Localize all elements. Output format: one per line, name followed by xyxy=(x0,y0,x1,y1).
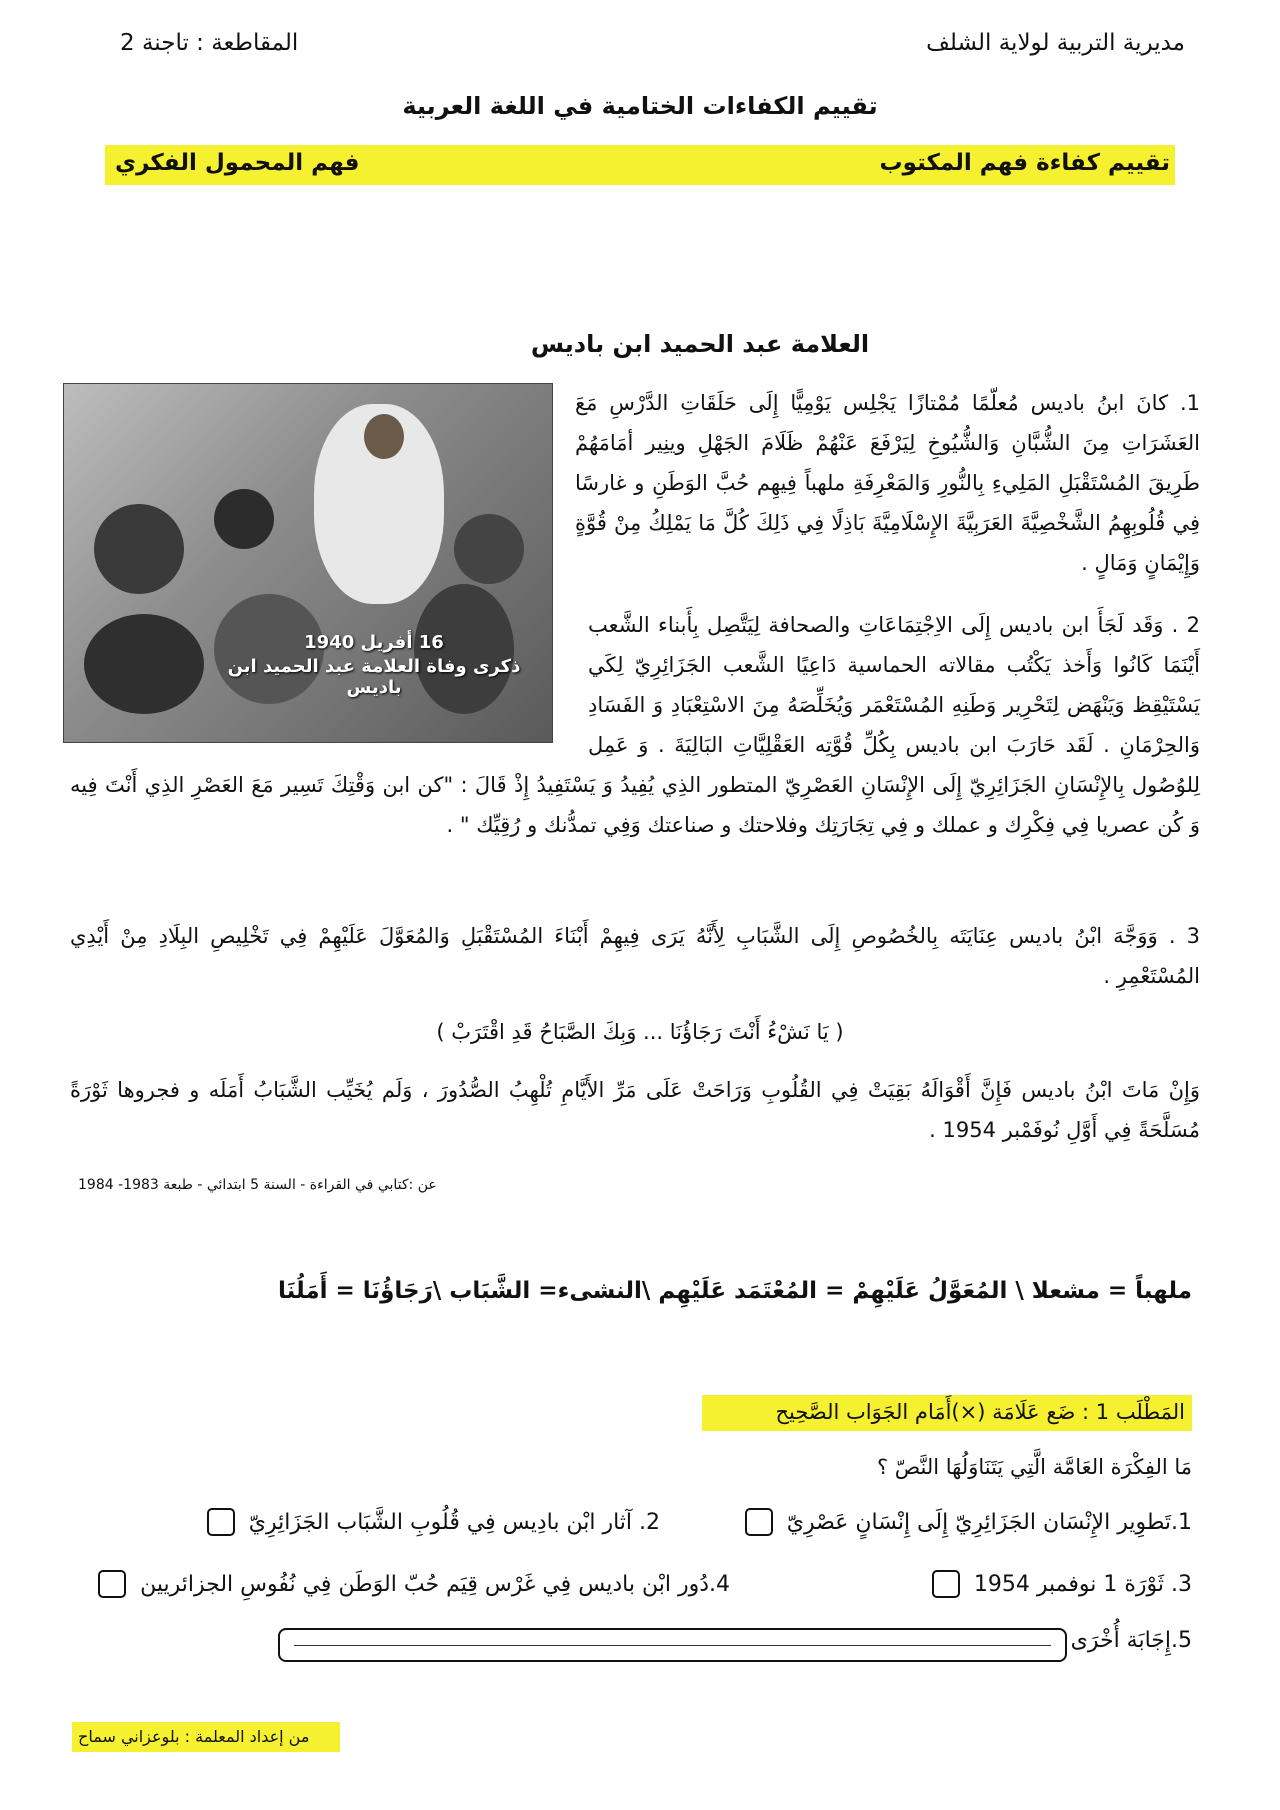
option-3[interactable] xyxy=(932,1570,1192,1598)
option-5[interactable] xyxy=(1071,1628,1192,1653)
paragraph-3: 3 . وَوَجَّهَ ابْنُ باديس عِنَايَتَه بِالخُصُوصِ إِلَى الشَّبَابِ لِأَنَّهُ يَرَى فِيهِمْ أَبْنَاءَ المُسْتَقْبَلِ وَالمُعَوَّلَ عَلَيْهِمْ فِي تَخْلِيصِ البِلَادِ مِنْ أَيْدِي المُسْتَعْمِرِ . xyxy=(70,924,1200,988)
option-3-label: 3. ثَوْرَة 1 نوفمبر 1954 xyxy=(973,1571,1192,1597)
source-citation: عن :كتابي في القراءة - السنة 5 ابتدائي - طبعة 1983- 1984 xyxy=(78,1177,437,1193)
option-4[interactable] xyxy=(98,1570,730,1598)
task-question: مَا الفِكْرَة العَامَّة الَّتِي يَتَنَاوَلُهَا النَّصّ ؟ xyxy=(876,1455,1192,1479)
directorate-label: مديرية التربية لولاية الشلف xyxy=(926,30,1185,56)
paragraph-2-text: 2 . وَقَد لَجَأَ ابن باديس إِلَى الاِجْتِمَاعَاتِ والصحافة لِيَتَّصِل بِأَبناء الشَّعب أَيْنَمَا كَانُوا وَأَخذ يَكْتُب مقالاته الحماسية دَاعِيًا الشَّعب الجَزَائِرِيّ لِكَي يَسْتَيْقِظ وَيَنْهَض لِتَحْرِير وَطَنِهِ المُسْتَعْمَر وَيُخَلِّصَهُ مِنَ الاسْتِعْبَادِ وَ الفَسَادِ وَالحِرْمَانِ . لَقَد حَارَبَ ابن باديس بِكُلِّ قُوَّتِه العَقْلِيَّاتِ البَالِيَةَ . وَ عَمِل لِلوُصُول بِالإِنْسَانِ الجَزَائِرِيّ إِلَى الإِنْسَانِ العَصْرِيّ المتطور الذِي يُفِيدُ وَ يَسْتَفِيدُ إِذْ قَالَ : "كن ابن وَقْتِكَ تَسِير مَعَ العَصْرِ الذِي أَنْتَ فِيه وَ كُن عصريا فِي فِكْرِك و عملك و فِي تِجَارَتِك وفلاحتك و صناعتك وَفِي تمدُّنك و رُقِيِّك " . xyxy=(70,613,1200,837)
option-3-checkbox[interactable] xyxy=(932,1570,960,1598)
district-label: المقاطعة : تاجنة 2 xyxy=(120,30,299,56)
option-2[interactable] xyxy=(207,1508,660,1536)
task-title: المَطْلَب 1 : ضَع عَلَامَة (×)أَمَام الجَوَاب الصَّحِيح xyxy=(775,1400,1185,1424)
option-1-label: 1.تَطوِير الإِنْسَان الجَزَائِرِيّ إِلَى إِنْسَانٍ عَصْرِيّ xyxy=(786,1509,1192,1535)
footer-author: من إعداد المعلمة : بلوعزاني سماح xyxy=(78,1727,310,1746)
verse: ( يَا نَشْءُ أَنْتَ رَجَاؤُنَا ... وَبِكَ الصَّبَاحُ قَدِ اقْتَرَبْ ) xyxy=(436,1020,844,1044)
option-1-checkbox[interactable] xyxy=(745,1508,773,1536)
option-4-label: 4.دُور ابْن باديس فِي غَرْس قِيَم حُبّ الوَطَن فِي نُفُوسِ الجزائريين xyxy=(140,1571,730,1597)
option-5-label: 5.إِجَابَة أُخْرَى xyxy=(1070,1628,1192,1653)
paragraph-1: 1. كانَ ابنُ باديس مُعلّمًا مُمْتازًا يَجْلِس يَوْمِيًّا إِلَى حَلَقَاتِ الدَّرْسِ مَعَ العَشَرَاتِ مِنَ الشُّبَّانِ وَالشُّيُوخِ لِيَرْفَعَ عَنْهُمْ ظَلَامَ الجَهْلِ وينِير أمَامَهُمْ طَرِيقَ المُسْتَقْبَلِ المَلِيءِ بِالنُّورِ وَالمَعْرِفَةِ ملهباً فِيهِم حُبَّ الوَطَنِ و غارسًا فِي قُلُوبِهِمُ الشَّخْصِيَّةَ العَرَبِيَّةَ الإِسْلَامِيَّةَ بَاذِلًا فِي ذَلِكَ كُلَّ مَا يَمْلِكُ مِنْ قُوَّةٍ وَإِيْمَانٍ وَمَالٍ . xyxy=(575,391,1200,575)
exam-title: تقييم الكفاءات الختامية في اللغة العربية xyxy=(402,92,878,120)
section-label: فهم المحمول الفكري xyxy=(115,150,360,176)
photo-caption-text: ذكرى وفاة العلامة عبد الحميد ابن باديس xyxy=(227,656,521,698)
option-2-checkbox[interactable] xyxy=(207,1508,235,1536)
text-title: العلامة عبد الحميد ابن باديس xyxy=(530,330,870,358)
glossary: ملهباً = مشعلا \ المُعَوَّلُ عَلَيْهِمْ = المُعْتَمَد عَلَيْهِم \النشىء= الشَّبَاب \رَجَاؤُنَا = أَمَلُنَا xyxy=(277,1278,1192,1304)
option-2-label: 2. آثار ابْن بادِيس فِي قُلُوبِ الشَّبَاب الجَزَائِرِيّ xyxy=(248,1509,660,1535)
closing-paragraph: وَإِنْ مَاتَ ابْنُ باديس فَإِنَّ أَقْوَالَهُ بَقِيَتْ فِي القُلُوبِ وَرَاحَتْ عَلَى مَرِّ الأَيَّامِ تُلْهِبُ الصُّدُورَ ، وَلَم يُخَيِّب الشَّبَابُ أَمَلَه و فجروها ثَوْرَةً مُسَلَّحَةً فِي أَوَّلِ نُوفَمْبر 1954 . xyxy=(70,1078,1200,1142)
option-1[interactable] xyxy=(745,1508,1192,1536)
paragraph-2 xyxy=(70,605,1200,845)
photo-caption-date: 16 أفريل 1940 xyxy=(304,632,444,653)
other-answer-field[interactable] xyxy=(278,1628,1067,1662)
competency-label: تقييم كفاءة فهم المكتوب xyxy=(879,150,1170,176)
photo-float-spacer xyxy=(70,605,570,745)
option-4-checkbox[interactable] xyxy=(98,1570,126,1598)
other-answer-line xyxy=(294,1645,1051,1646)
